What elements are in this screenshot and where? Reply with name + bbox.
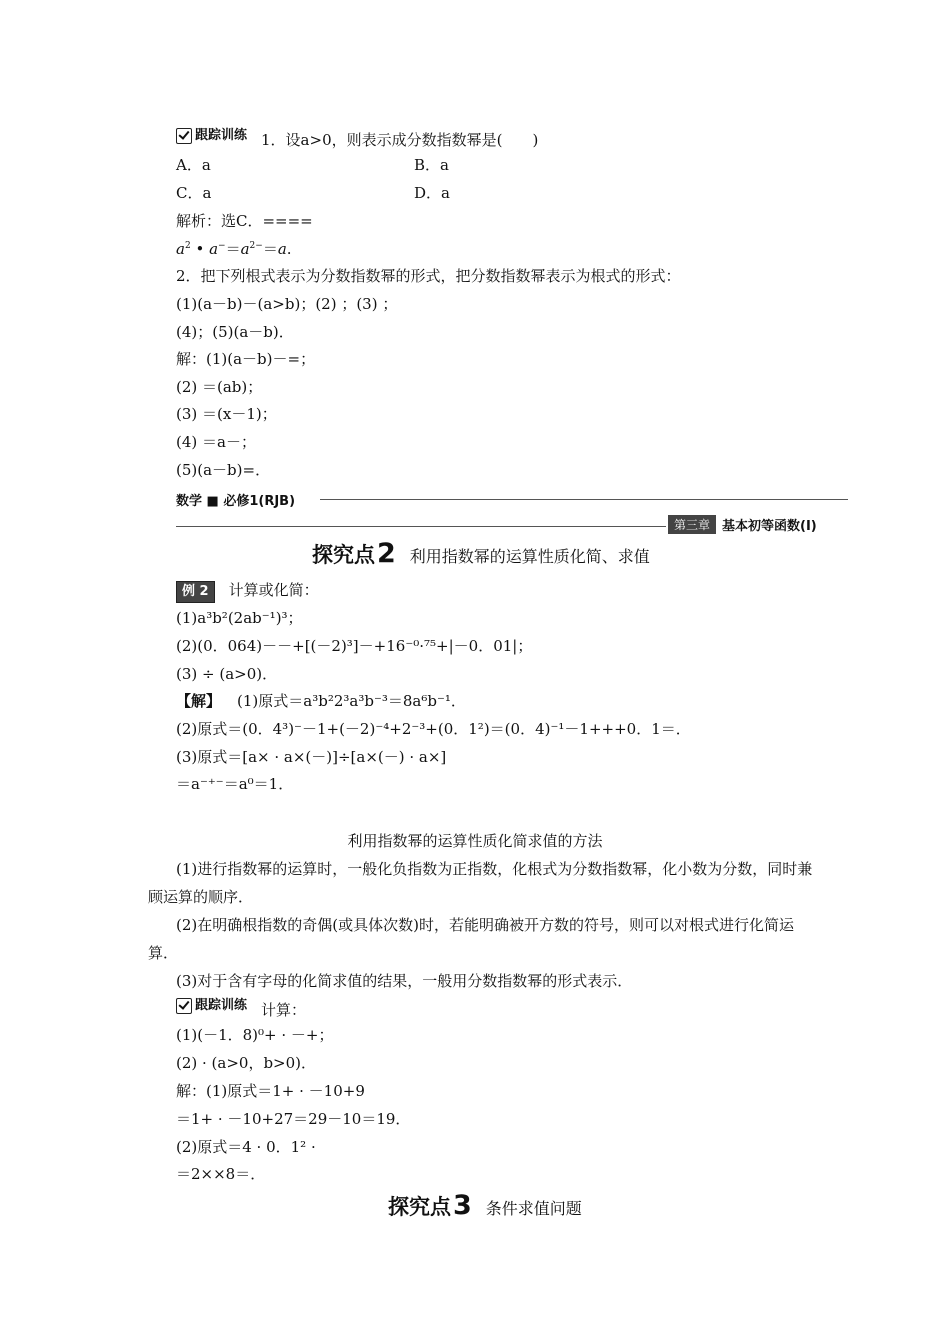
- practice-1: [176, 126, 538, 150]
- practice-2: 跟踪训练 计算：: [176, 996, 306, 1020]
- method-paragraph-3: (3)对于含有字母的化简求值的结果，一般用分数指数幂的形式表示．: [176, 972, 633, 990]
- solution-2-line-3: (3) ＝(x－1)；: [176, 405, 277, 423]
- method-title: 利用指数幂的运算性质化简求值的方法: [347, 832, 603, 850]
- practice-2-solution-1: 解：(1)原式＝1+ · －10+9: [176, 1082, 365, 1100]
- check-icon: [176, 998, 192, 1014]
- example-label: 例 2: [176, 581, 215, 603]
- divider-bottom: [176, 526, 666, 527]
- section-2-heading: 探究点 2 利用指数幂的运算性质化简、求值: [312, 538, 650, 569]
- book-title: 数学 ■ 必修1(RJB): [176, 494, 296, 509]
- option-a: A．a: [176, 156, 211, 174]
- chapter-header: [668, 515, 817, 534]
- solution-line-1: 【解】 (1)原式＝a³b²2³a³b⁻³＝8a⁶b⁻¹．: [176, 692, 466, 710]
- solution-1-line-2: $a^2$ • $a^-=a^{2-}=a$.: [176, 240, 292, 258]
- divider-top: [320, 499, 848, 500]
- example-2: [176, 580, 319, 603]
- practice-badge: 跟踪训练: [176, 126, 247, 146]
- practice-badge-2: 跟踪训练: [176, 996, 247, 1016]
- example-text: 计算或化简：: [228, 581, 319, 599]
- section-3-heading: 探究点 3 条件求值问题: [388, 1190, 582, 1221]
- check-icon: [176, 128, 192, 144]
- example-line-1: (1)a³b²(2ab⁻¹)³；: [176, 609, 303, 627]
- method-paragraph-2: (2)在明确根指数的奇偶(或具体次数)时，若能明确被开方数的符号，则可以对根式进行化简运算．: [148, 916, 794, 962]
- solution-tag: 【解】: [176, 692, 222, 710]
- solution-2-line-1: 解：(1)(a－b)－=；: [176, 350, 316, 368]
- question-2: 2．把下列根式表示为分数指数幂的形式，把分数指数幂表示为根式的形式：: [176, 267, 681, 285]
- question-2-line-1: (1)(a－b)－(a>b)；(2) ；(3) ；: [176, 295, 398, 313]
- practice-2-solution-3: (2)原式＝4 · 0．1² ·: [176, 1138, 316, 1156]
- chapter-title: 基本初等函数(Ⅰ): [722, 519, 817, 534]
- chapter-tag: 第三章: [668, 515, 716, 534]
- option-b: B．a: [414, 156, 449, 174]
- option-d: D．a: [414, 184, 450, 202]
- question-2-line-2: (4)；(5)(a－b)．: [176, 323, 294, 341]
- practice-2-line-2: (2) · (a>0，b>0)．: [176, 1054, 317, 1072]
- solution-2-line-4: (4) ＝a－；: [176, 433, 256, 451]
- solution-2-line-5: (5)(a－b)=．: [176, 461, 271, 479]
- example-line-2: (2)(0．064)－－+[(－2)³]－+16⁻⁰·⁷⁵+|－0．01|；: [176, 637, 533, 655]
- option-c: C．a: [176, 184, 212, 202]
- solution-line-4: ＝a⁻⁺⁻＝a⁰＝1．: [176, 775, 294, 793]
- example-line-3: (3) ÷ (a>0)．: [176, 665, 278, 683]
- practice-2-line-1: (1)(－1．8)⁰+ · －+；: [176, 1026, 334, 1044]
- solution-1-line-1: 解析：选C．====: [176, 212, 313, 230]
- solution-2-line-2: (2) ＝(ab)；: [176, 378, 263, 396]
- question-1: 1．设a>0，则表示成分数指数幂是( ): [261, 131, 539, 149]
- solution-line-3: (3)原式＝[a× · a×(－)]÷[a×(－) · a×]: [176, 748, 447, 766]
- practice-2-solution-2: ＝1+ · －10+27＝29－10＝19．: [176, 1110, 411, 1128]
- method-paragraph-1: (1)进行指数幂的运算时，一般化负指数为正指数，化根式为分数指数幂，化小数为分数，同时兼顾运算的顺序．: [148, 860, 813, 906]
- solution-line-2: (2)原式＝(0．4³)⁻－1+(－2)⁻⁴+2⁻³+(0．1²)＝(0．4)⁻¹－1+++0．1＝．: [176, 720, 691, 738]
- practice-2-solution-4: ＝2××8＝．: [176, 1165, 266, 1183]
